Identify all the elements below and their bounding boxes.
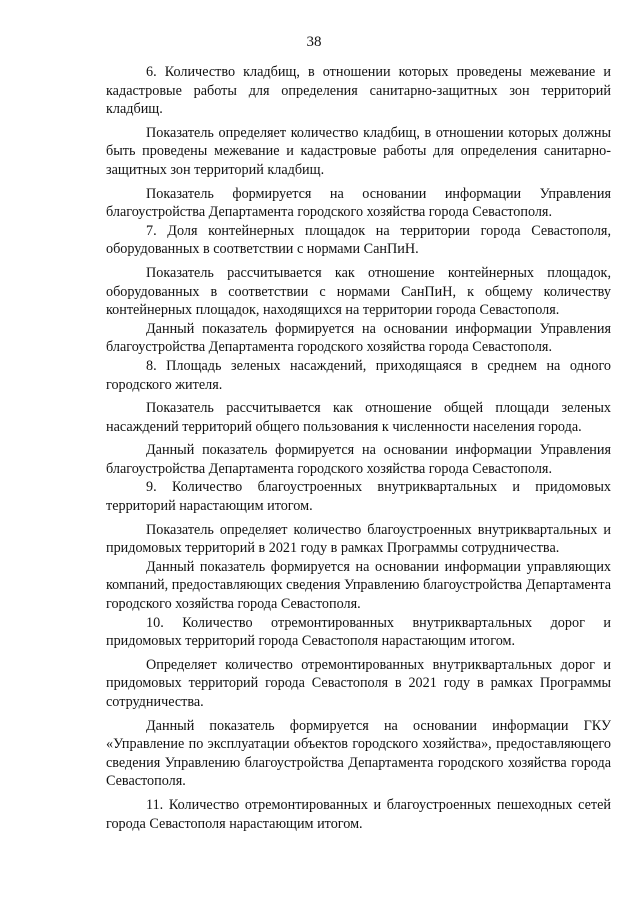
paragraph-item-7-description: Показатель рассчитывается как отношение контейнерных площадок, оборудованных в соответствии с нормами СанПиН, к общему количеству контейнерных площадок, находящихся на территории города Севастополя.	[106, 264, 611, 319]
paragraph-item-7-source: Данный показатель формируется на основании информации Управления благоустройства Департамента городского хозяйства города Севастополя.	[106, 320, 611, 356]
paragraph-item-11: 11. Количество отремонтированных и благоустроенных пешеходных сетей города Севастополя нарастающим итогом.	[106, 796, 611, 832]
paragraph-item-6: 6. Количество кладбищ, в отношении которых проведены межевание и кадастровые работы для определения санитарно-защитных зон территорий кладбищ.	[106, 64, 611, 118]
paragraph-item-8-source: Данный показатель формируется на основании информации Управления благоустройства Департамента городского хозяйства города Севастополя.	[106, 442, 611, 477]
paragraph-item-9: 9. Количество благоустроенных внутриквартальных и придомовых территорий нарастающим итогом.	[106, 479, 611, 515]
document-body	[106, 63, 611, 833]
page-number: 38	[306, 34, 322, 50]
paragraph-item-9-source: Данный показатель формируется на основании информации управляющих компаний, предоставляющих сведения Управлению благоустройства Департамента городского хозяйства города Севастополя.	[106, 558, 611, 613]
paragraph-item-8: 8. Площадь зеленых насаждений, приходящаяся в среднем на одного городского жителя.	[106, 357, 611, 393]
paragraph-item-8-description: Показатель рассчитывается как отношение общей площади зеленых насаждений территорий общего пользования к численности населения города.	[106, 400, 611, 435]
paragraph-item-10-description: Определяет количество отремонтированных внутриквартальных дорог и придомовых территорий города Севастополя в 2021 году в рамках Программы сотрудничества.	[106, 656, 611, 710]
paragraph-item-10: 10. Количество отремонтированных внутриквартальных дорог и придомовых территорий города Севастополя нарастающим итогом.	[106, 614, 611, 650]
paragraph-item-6-source: Показатель формируется на основании информации Управления благоустройства Департамента городского хозяйства города Севастополя.	[106, 185, 611, 221]
paragraph-item-9-description: Показатель определяет количество благоустроенных внутриквартальных и придомовых территорий в 2021 году в рамках Программы сотрудничества.	[106, 521, 611, 557]
paragraph-item-10-source: Данный показатель формируется на основании информации ГКУ «Управление по эксплуатации объектов городского хозяйства», предоставляющего сведения Управлению благоустройства Департамента городского хозяйства города Севастополя.	[106, 717, 611, 790]
paragraph-item-6-description: Показатель определяет количество кладбищ, в отношении которых должны быть проведены межевание и кадастровые работы для определения санитарно-защитных зон территорий кладбищ.	[106, 124, 611, 178]
paragraph-item-7: 7. Доля контейнерных площадок на территории города Севастополя, оборудованных в соответствии с нормами СанПиН.	[106, 222, 611, 258]
